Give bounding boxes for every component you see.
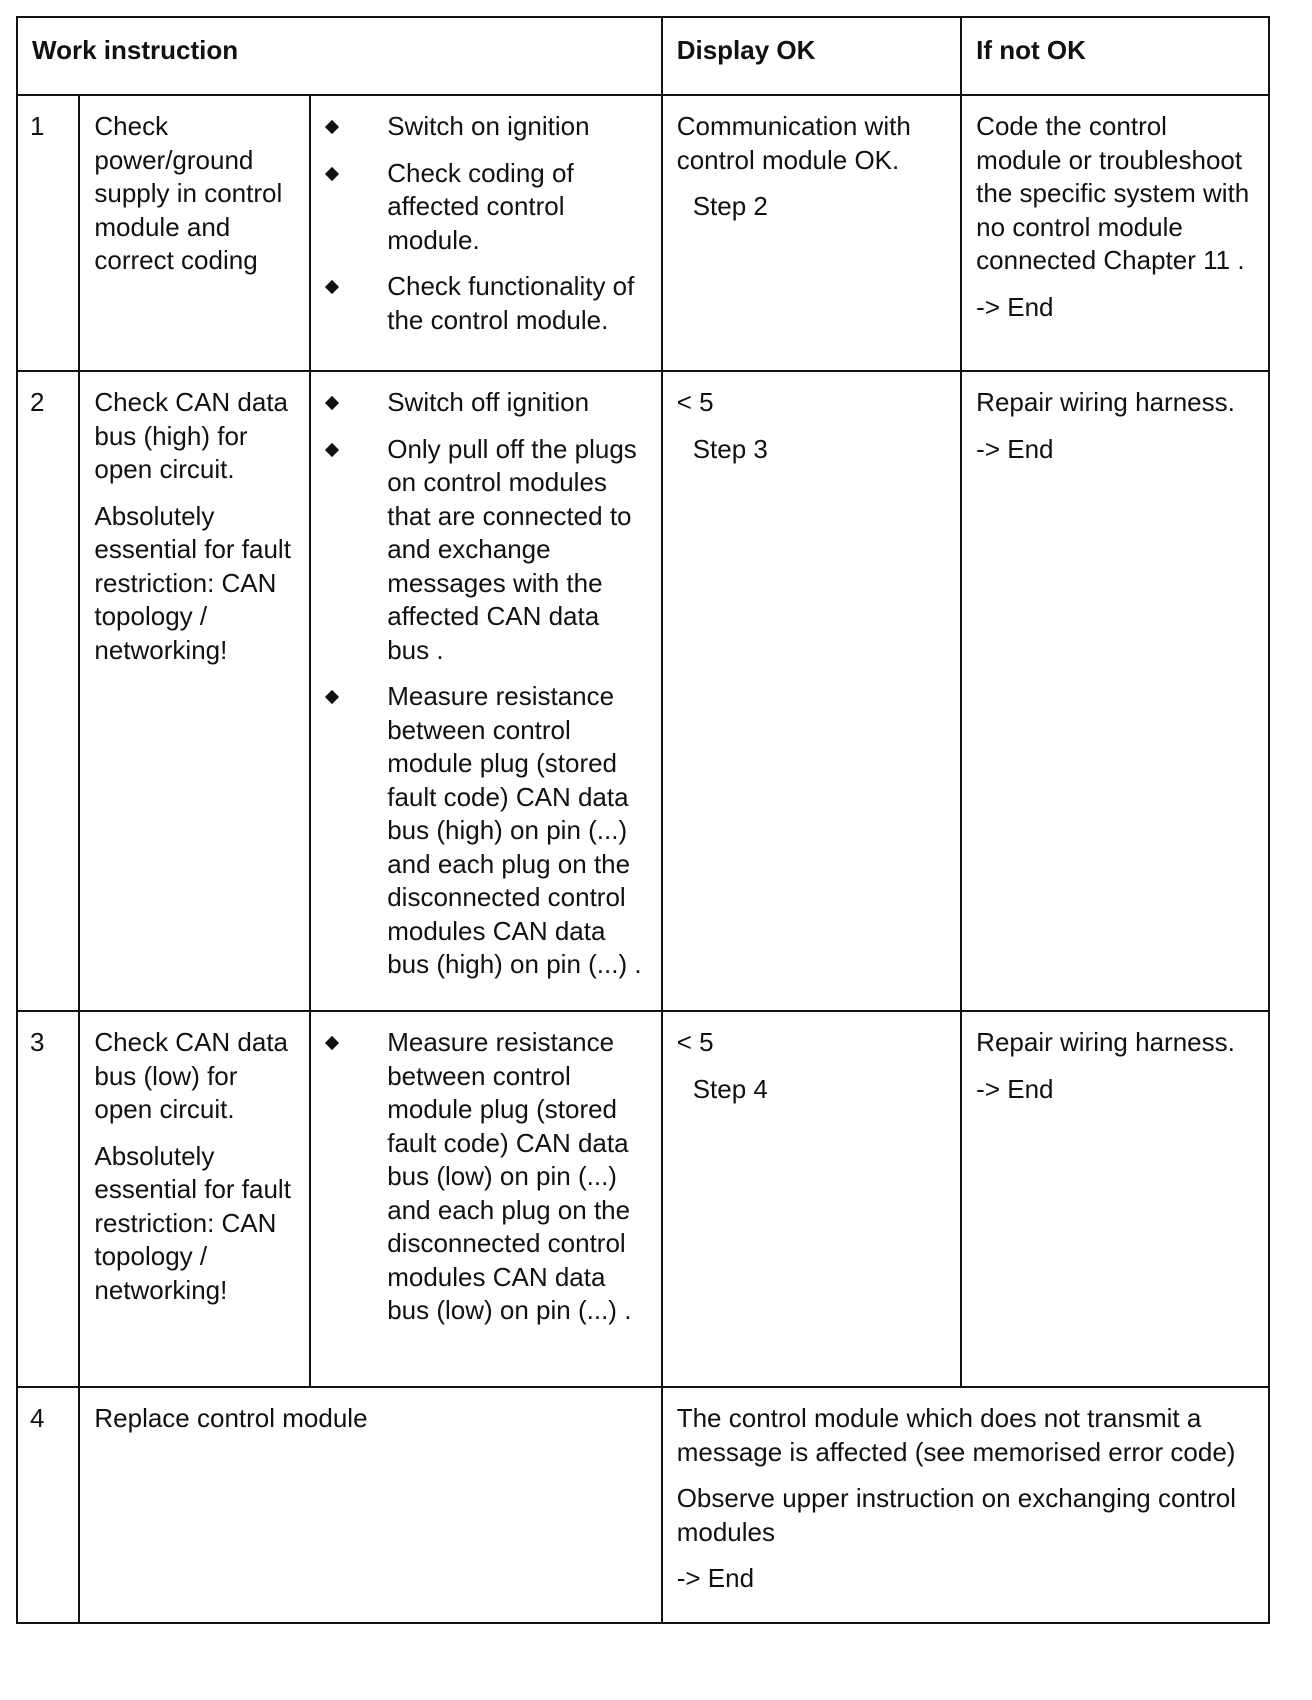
table-row (17, 371, 1269, 1011)
diamond-bullet-icon (325, 166, 339, 180)
display-ok-value: < 5 (676, 1027, 714, 1057)
if-not-ok-text: Repair wiring harness. (976, 387, 1235, 417)
check-text: Check CAN data bus (low) for open circuit. (94, 1027, 289, 1124)
step-number: 1 (17, 95, 79, 371)
next-step: Step 3 (692, 433, 768, 464)
step-number: 3 (17, 1011, 79, 1387)
table-row (17, 1011, 1269, 1387)
next-step: Step 2 (692, 191, 768, 221)
diamond-bullet-icon (325, 396, 339, 410)
header-row (17, 17, 1269, 95)
end-marker: -> End (976, 291, 1054, 322)
if-not-ok-cell (961, 95, 1269, 371)
actions-cell (310, 371, 661, 1011)
action-text: Only pull off the plugs on control modules that are connected to and exchange messages with the affected CAN data bus . (387, 433, 637, 665)
list-item (325, 386, 646, 420)
list-item (325, 157, 646, 258)
list-item (325, 680, 646, 982)
action-text: Measure resistance between control module plug (stored fault code) CAN data bus (high) on pin (...) and each plug on the disconnected control modules CAN data bus (high) on pin (...) . (387, 681, 642, 979)
note-text: The control module which does not transmit a message is affected (see memorised error code) (676, 1403, 1236, 1467)
display-ok-cell (662, 95, 961, 371)
step-number: 2 (17, 371, 79, 1011)
list-item (325, 433, 646, 668)
action-text: Switch off ignition (387, 387, 590, 417)
work-instruction-table (16, 16, 1270, 1624)
end-marker: -> End (976, 1073, 1054, 1104)
diamond-bullet-icon (325, 1036, 339, 1050)
display-ok-cell (662, 371, 961, 1011)
check-cell (79, 371, 310, 1011)
display-ok-value: < 5 (676, 387, 714, 417)
diamond-bullet-icon (325, 120, 339, 134)
check-note: Absolutely essential for fault restriction: CAN topology / networking! (94, 500, 291, 665)
if-not-ok-text: Repair wiring harness. (976, 1027, 1235, 1057)
header-if-not-ok: If not OK (961, 17, 1269, 95)
actions-cell (310, 95, 661, 371)
step-number: 4 (17, 1387, 79, 1623)
check-note: Absolutely essential for fault restriction: CAN topology / networking! (94, 1140, 291, 1305)
actions-cell (310, 1011, 661, 1387)
list-item (325, 110, 646, 144)
action-text: Switch on ignition (387, 111, 590, 141)
display-ok-cell (662, 1011, 961, 1387)
diamond-bullet-icon (325, 442, 339, 456)
if-not-ok-cell (961, 1011, 1269, 1387)
end-marker: -> End (676, 1563, 755, 1593)
table-row (17, 95, 1269, 371)
table-row (17, 1387, 1269, 1623)
if-not-ok-cell (961, 371, 1269, 1011)
check-text: Check CAN data bus (high) for open circuit. (94, 387, 289, 484)
check-cell (79, 1011, 310, 1387)
end-marker: -> End (976, 433, 1054, 464)
instruction-text: Replace control module (94, 1403, 368, 1433)
if-not-ok-text: Code the control module or troubleshoot the specific system with no control module connected Chapter 11 . (976, 111, 1250, 275)
list-item (325, 270, 646, 337)
action-text: Measure resistance between control module plug (stored fault code) CAN data bus (low) on pin (...) and each plug on the disconnected control modules CAN data bus (low) on pin (...) . (387, 1027, 632, 1325)
display-ok-value: Communication with control module OK. (676, 111, 911, 175)
action-text: Check functionality of the control module. (387, 271, 635, 335)
diamond-bullet-icon (325, 280, 339, 294)
action-text: Check coding of affected control module. (387, 157, 574, 255)
check-cell (79, 95, 310, 371)
next-step: Step 4 (692, 1073, 768, 1104)
diamond-bullet-icon (325, 690, 339, 704)
list-item (325, 1026, 646, 1328)
note-text: Observe upper instruction on exchanging control modules (676, 1483, 1237, 1547)
header-work-instruction: Work instruction (17, 17, 662, 95)
check-text: Check power/ground supply in control module and correct coding (94, 111, 283, 275)
instruction-cell (79, 1387, 661, 1623)
notes-cell (662, 1387, 1269, 1623)
header-display-ok: Display OK (662, 17, 961, 95)
